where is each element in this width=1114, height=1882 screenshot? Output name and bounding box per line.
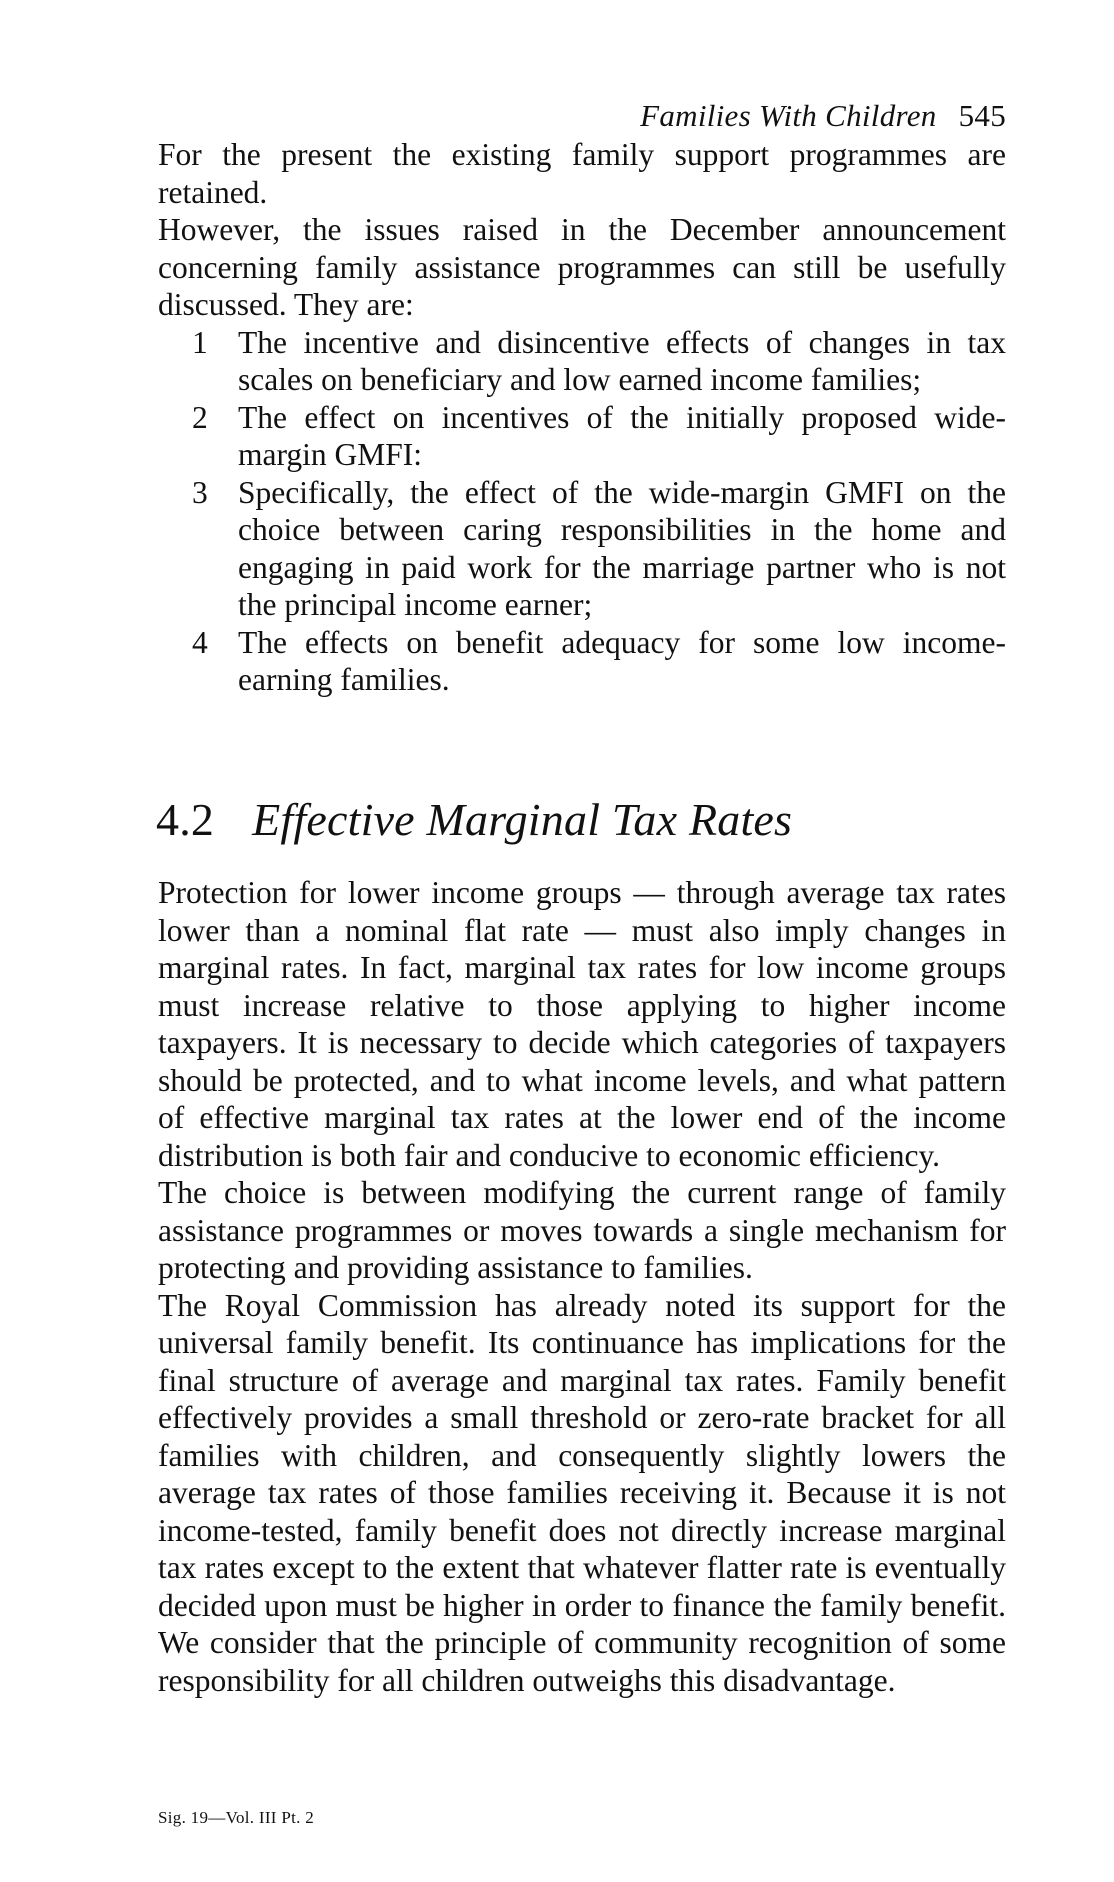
list-item [158,624,1006,699]
body-paragraph-3: The Royal Commission has already noted its support for the universal family benefit. Its continuance has implications for the final structure of average and marginal tax rates. Family benefit effectively provides a small threshold or zero-rate bracket for all families with children, and consequently slightly lowers the average tax rates of those families receiving it. Because it is not income-tested, family benefit does not directly increase marginal tax rates except to the extent that whatever flatter rate is eventually decided upon must be higher in order to finance the family benefit. We consider that the principle of community recognition of some responsibility for all children outweighs this disadvantage. [158,1287,1006,1698]
list-item-text: The effect on incentives of the initially proposed wide-margin GMFI: [238,399,1006,472]
running-title: Families With Children [640,98,937,133]
body-paragraph-2: The choice is between modifying the current range of family assistance programmes or moves towards a single mechanism for protecting and providing assistance to families. [158,1175,1006,1285]
page-number: 545 [958,98,1006,133]
printer-signature: Sig. 19—Vol. III Pt. 2 [158,1808,314,1827]
list-item-text: The incentive and disincentive effects of changes in tax scales on beneficiary and low earned income families; [238,324,1006,397]
intro-paragraph-2: However, the issues raised in the December announcement concerning family assistance programmes can still be usefully discussed. They are: [158,212,1006,322]
list-item-text: Specifically, the effect of the wide-margin GMFI on the choice between caring responsibilities in the home and engaging in paid work for the marriage partner who is not the principal income earner; [238,474,1006,622]
list-item-number: 3 [192,474,208,510]
body-paragraph-1: Protection for lower income groups — through average tax rates lower than a nominal flat rate — must also imply changes in marginal rates. In fact, marginal tax rates for low income groups must increase relative to those applying to higher income taxpayers. It is necessary to decide which categories of taxpayers should be protected, and to what income levels, and what pattern of effective marginal tax rates at the lower end of the income distribution is both fair and conducive to economic efficiency. [158,875,1006,1173]
list-item-number: 4 [192,624,208,660]
list-item-number: 1 [192,324,208,360]
list-item-text: The effects on benefit adequacy for some low income-earning families. [238,624,1006,697]
intro-block [158,136,1006,699]
running-head [640,98,1006,134]
list-item [158,474,1006,624]
intro-paragraph-1: For the present the existing family support programmes are retained. [158,137,1006,210]
section-number: 4.2 [156,794,215,845]
issues-list [158,324,1006,699]
section-title: Effective Marginal Tax Rates [252,794,793,845]
body-block [158,874,1006,1699]
list-item [158,399,1006,474]
list-item-number: 2 [192,399,208,435]
list-item [158,324,1006,399]
section-heading [156,793,792,846]
